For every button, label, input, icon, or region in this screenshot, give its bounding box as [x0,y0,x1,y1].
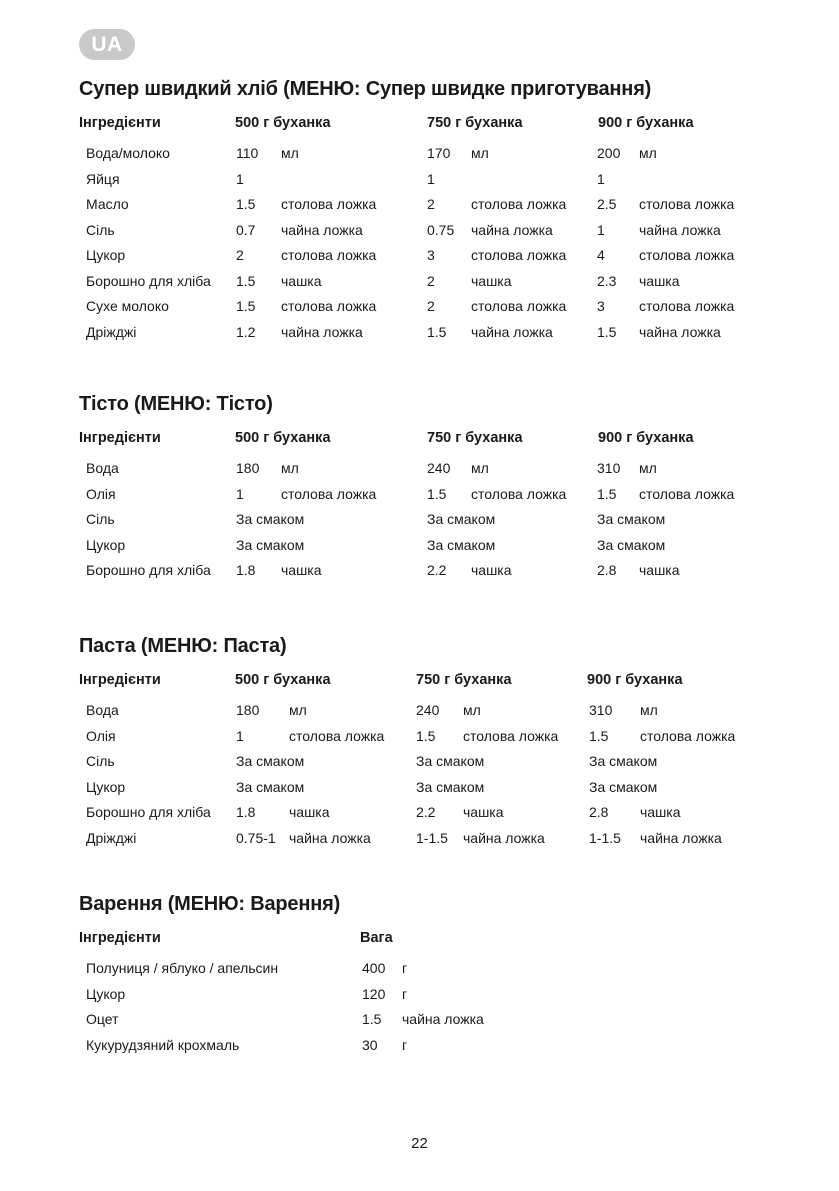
quantity-value: 180 [236,460,260,476]
ingredient-name: Яйця [86,170,120,187]
quantity-value: 200 [597,145,621,161]
quantity-unit: мл [471,145,489,161]
column-header: 900 г буханка [598,115,694,131]
ingredient-name: Цукор [86,536,126,553]
quantity-value: 180 [236,702,260,718]
table-row [79,537,759,563]
ingredient-name: Дріжджі [86,323,137,340]
quantity-unit: чайна ложка [639,323,721,340]
table-row [79,298,759,324]
table-row [79,460,759,486]
table-row [79,324,759,350]
table-header [79,430,759,450]
quantity-value: За смаком [589,753,658,769]
column-header: Інгредієнти [79,930,161,946]
table-row [79,779,759,805]
quantity-unit: чашка [471,562,512,578]
quantity-unit: чашка [471,272,512,289]
table-row [79,960,759,986]
ingredient-name: Олія [86,485,116,502]
quantity-unit: г [402,985,408,1002]
quantity-value: За смаком [427,536,496,553]
quantity-value: 2.8 [597,562,617,578]
ingredient-name: Цукор [86,985,126,1002]
quantity-value: 1.5 [236,298,256,314]
ingredient-name: Дріжджі [86,829,137,846]
column-header: 900 г буханка [598,430,694,446]
ingredient-name: Вода [86,460,119,476]
column-header: 500 г буханка [235,672,331,688]
quantity-value: 1.5 [236,196,256,212]
quantity-value: 1.5 [597,323,617,340]
table-row [79,562,759,588]
quantity-unit: чайна ложка [281,221,363,238]
table-row [79,222,759,248]
ingredient-name: Сіль [86,511,115,527]
quantity-unit: столова ложка [639,247,735,263]
table-row [79,486,759,512]
quantity-unit: столова ложка [281,298,377,314]
table-row [79,1011,759,1037]
quantity-value: 2.5 [597,196,617,212]
quantity-value: За смаком [416,753,485,769]
quantity-unit: столова ложка [281,485,377,502]
quantity-value: 1-1.5 [589,829,621,846]
quantity-value: 30 [362,1036,378,1053]
quantity-value: 1.8 [236,804,256,820]
quantity-value: За смаком [236,778,305,795]
table-row [79,145,759,171]
ingredient-table [79,460,759,588]
quantity-unit: столова ложка [639,298,735,314]
table-header [79,115,759,135]
table-row [79,1037,759,1063]
table-row [79,753,759,779]
quantity-unit: чайна ложка [471,221,553,238]
language-badge: UA [79,29,135,60]
table-header [79,672,759,692]
table-row [79,804,759,830]
recipe-section [79,634,759,855]
quantity-unit: чайна ложка [289,829,371,846]
ingredient-name: Сухе молоко [86,298,169,314]
ingredient-name: Масло [86,196,129,212]
quantity-value: 1.8 [236,562,256,578]
column-header: 750 г буханка [427,430,523,446]
column-header: 500 г буханка [235,430,331,446]
quantity-unit: чашка [281,272,322,289]
section-title: Супер швидкий хліб (МЕНЮ: Супер швидке приготування) [79,78,652,100]
ingredient-name: Вода [86,702,119,718]
quantity-unit: мл [281,460,299,476]
quantity-unit: чашка [639,562,680,578]
ingredient-table [79,702,759,855]
table-row [79,171,759,197]
quantity-unit: чайна ложка [281,323,363,340]
quantity-value: 1.5 [416,727,436,744]
quantity-unit: мл [281,145,299,161]
column-header: Вага [360,930,393,946]
quantity-unit: столова ложка [471,196,567,212]
quantity-unit: столова ложка [471,247,567,263]
quantity-unit: столова ложка [281,196,377,212]
quantity-value: 2.8 [589,804,609,820]
ingredient-name: Олія [86,727,116,744]
quantity-unit: столова ложка [639,485,735,502]
quantity-value: 2.3 [597,272,617,289]
ingredient-name: Полуниця / яблуко / апельсин [86,960,279,976]
table-row [79,728,759,754]
quantity-unit: мл [640,702,658,718]
ingredient-name: Борошно для хліба [86,562,211,578]
column-header: 500 г буханка [235,115,331,131]
table-row [79,511,759,537]
column-header: 750 г буханка [427,115,523,131]
quantity-value: 1.5 [362,1011,382,1027]
quantity-unit: чашка [640,804,681,820]
quantity-value: 1 [236,485,244,502]
table-row [79,247,759,273]
column-header: Інгредієнти [79,430,161,446]
quantity-unit: мл [463,702,481,718]
quantity-value: 1 [427,170,435,187]
section-title: Тісто (МЕНЮ: Тісто) [79,393,273,415]
quantity-unit: столова ложка [640,727,736,744]
quantity-value: 1 [236,727,244,744]
column-header: Інгредієнти [79,672,161,688]
quantity-value: 1.5 [427,485,447,502]
quantity-value: 1 [236,170,244,187]
quantity-value: 1-1.5 [416,829,448,846]
quantity-unit: чашка [289,804,330,820]
quantity-value: 2.2 [427,562,447,578]
column-header: Інгредієнти [79,115,161,131]
quantity-value: За смаком [589,778,658,795]
quantity-value: 400 [362,960,386,976]
ingredient-name: Вода/молоко [86,145,170,161]
quantity-value: 2 [427,272,435,289]
quantity-value: 1.2 [236,323,256,340]
table-row [79,273,759,299]
quantity-value: 4 [597,247,605,263]
quantity-value: 1 [597,170,605,187]
quantity-value: 1.5 [236,272,256,289]
quantity-unit: столова ложка [289,727,385,744]
section-title: Варення (МЕНЮ: Варення) [79,893,341,915]
quantity-value: 0.7 [236,221,256,238]
quantity-value: За смаком [597,511,666,527]
quantity-value: 110 [236,145,259,161]
ingredient-name: Борошно для хліба [86,804,211,820]
quantity-value: 170 [427,145,451,161]
quantity-unit: чайна ложка [471,323,553,340]
quantity-value: 1.5 [589,727,609,744]
quantity-value: 1.5 [597,485,617,502]
quantity-value: За смаком [597,536,666,553]
table-row [79,702,759,728]
quantity-value: 2 [236,247,244,263]
quantity-unit: столова ложка [281,247,377,263]
quantity-value: 0.75 [427,221,455,238]
ingredient-table [79,145,759,349]
ingredient-name: Цукор [86,247,126,263]
quantity-value: 1 [597,221,605,238]
quantity-value: 1.5 [427,323,447,340]
section-title: Паста (МЕНЮ: Паста) [79,635,287,657]
quantity-value: За смаком [236,536,305,553]
quantity-value: За смаком [416,778,485,795]
quantity-unit: чашка [463,804,504,820]
recipe-section [79,77,759,349]
quantity-value: 240 [416,702,440,718]
quantity-unit: столова ложка [639,196,735,212]
quantity-unit: г [402,1036,408,1053]
quantity-unit: чайна ложка [639,221,721,238]
ingredient-name: Борошно для хліба [86,272,211,289]
quantity-unit: чайна ложка [402,1011,484,1027]
ingredient-name: Сіль [86,753,115,769]
column-header: 750 г буханка [416,672,512,688]
ingredient-name: Цукор [86,778,126,795]
quantity-value: 310 [589,702,613,718]
quantity-value: За смаком [427,511,496,527]
quantity-value: 120 [362,985,386,1002]
table-row [79,830,759,856]
quantity-unit: чайна ложка [463,829,545,846]
quantity-unit: мл [289,702,307,718]
quantity-unit: мл [639,460,657,476]
quantity-unit: чашка [281,562,322,578]
quantity-unit: г [402,960,408,976]
table-row [79,196,759,222]
quantity-unit: чайна ложка [640,829,722,846]
quantity-value: 3 [597,298,605,314]
quantity-unit: чашка [639,272,680,289]
quantity-unit: столова ложка [471,485,567,502]
ingredient-name: Сіль [86,221,115,238]
column-header: 900 г буханка [587,672,683,688]
ingredient-name: Кукурудзяний крохмаль [86,1036,240,1053]
table-header [79,930,759,950]
ingredient-name: Оцет [86,1011,119,1027]
ingredient-table [79,960,759,1062]
recipe-section [79,392,759,588]
quantity-unit: мл [471,460,489,476]
quantity-value: 3 [427,247,435,263]
table-row [79,986,759,1012]
quantity-value: 240 [427,460,451,476]
quantity-unit: мл [639,145,657,161]
page-number: 22 [411,1135,428,1152]
quantity-value: 2 [427,298,435,314]
recipe-section [79,892,759,1062]
quantity-value: За смаком [236,511,305,527]
quantity-value: 2 [427,196,435,212]
quantity-unit: столова ложка [463,727,559,744]
quantity-unit: столова ложка [471,298,567,314]
quantity-value: 0.75-1 [236,829,276,846]
quantity-value: За смаком [236,753,305,769]
quantity-value: 2.2 [416,804,436,820]
quantity-value: 310 [597,460,621,476]
